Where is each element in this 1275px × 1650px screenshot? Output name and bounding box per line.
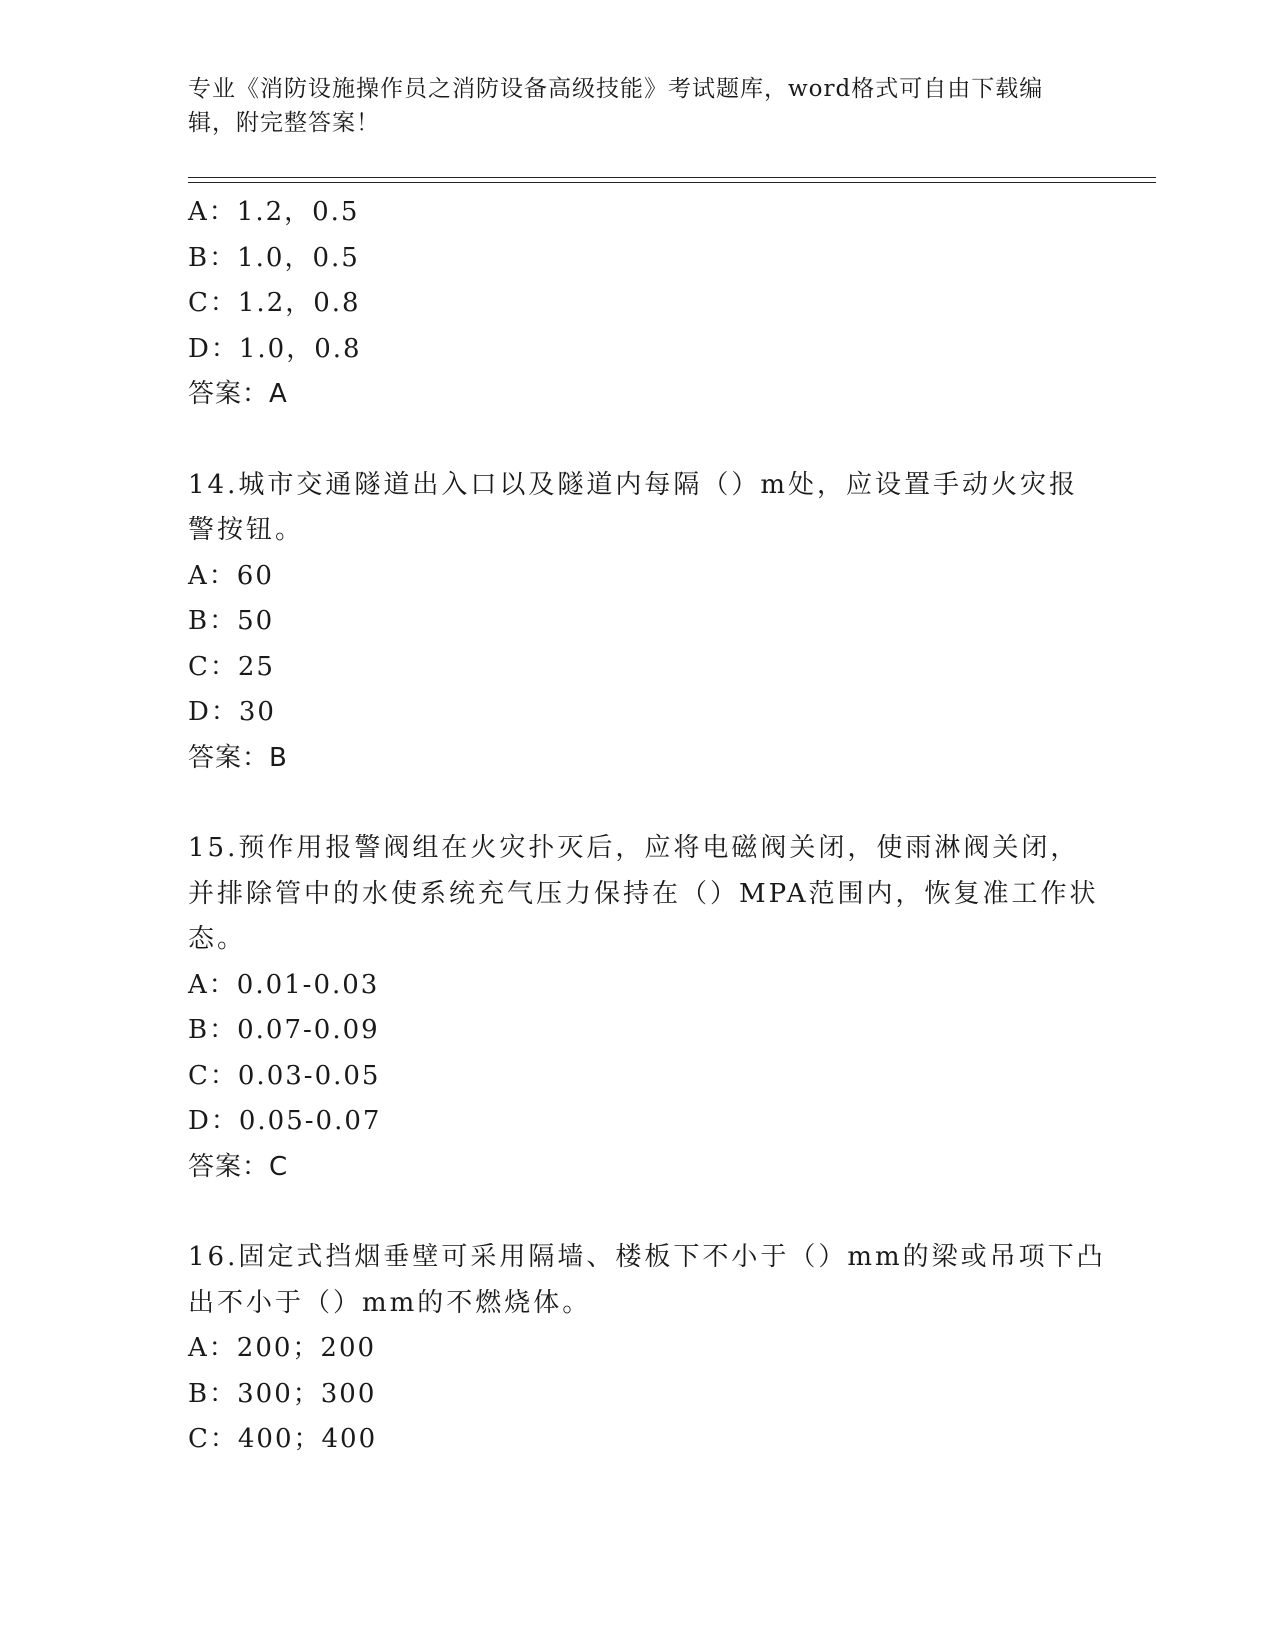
option-c: C：400；400: [188, 1424, 378, 1454]
header-rule-bottom: [188, 182, 1156, 183]
answer: 答案：C: [188, 1151, 289, 1182]
option-a: A：1.2，0.5: [188, 197, 360, 227]
question-list: [188, 190, 1106, 1463]
option-d: D：30: [188, 697, 276, 727]
option-b: B：50: [188, 606, 275, 636]
option-c: C：0.03-0.05: [188, 1060, 381, 1091]
option-d: D：0.05-0.07: [188, 1106, 382, 1136]
option-a: A：200；200: [188, 1333, 377, 1363]
spacer: [188, 1190, 1088, 1235]
header-line-2: 辑，附完整答案！: [188, 110, 380, 136]
option-b: B：1.0，0.5: [188, 242, 360, 273]
option-a: A：0.01-0.03: [188, 969, 380, 1000]
header-rule-top: [188, 177, 1156, 178]
spacer: [188, 418, 1088, 463]
question-text-line-3: 态。: [188, 924, 247, 954]
answer: 答案：A: [188, 379, 288, 409]
header-line-1: 专业《消防设施操作员之消防设备高级技能》考试题库，word格式可自由下载编: [188, 76, 1044, 102]
option-c: C：25: [188, 651, 275, 682]
question-text-line-1: 15.预作用报警阀组在火灾扑灭后，应将电磁阀关闭，使雨淋阀关闭，: [188, 833, 1080, 863]
question-14: [188, 463, 1088, 782]
option-b: B：0.07-0.09: [188, 1015, 380, 1045]
option-a: A：60: [188, 560, 274, 591]
question-text-line-1: 14.城市交通隧道出入口以及隧道内每隔（）m处，应设置手动火灾报: [188, 469, 1079, 500]
question-13: [188, 190, 1088, 418]
question-16: [188, 1235, 1106, 1463]
option-d: D：1.0，0.8: [188, 333, 362, 364]
document-header: [188, 72, 1078, 140]
question-15: [188, 826, 1099, 1190]
question-text-line-1: 16.固定式挡烟垂壁可采用隔墙、楼板下不小于（）mm的梁或吊项下凸: [188, 1242, 1106, 1272]
spacer: [188, 781, 1088, 826]
question-text-line-2: 出不小于（）mm的不燃烧体。: [188, 1287, 592, 1318]
option-c: C：1.2，0.8: [188, 288, 361, 318]
question-text-line-2: 并排除管中的水使系统充气压力保持在（）MPA范围内，恢复准工作状: [188, 878, 1099, 909]
question-text-line-2: 警按钮。: [188, 515, 305, 545]
answer: 答案：B: [188, 742, 288, 773]
option-b: B：300；300: [188, 1378, 377, 1409]
